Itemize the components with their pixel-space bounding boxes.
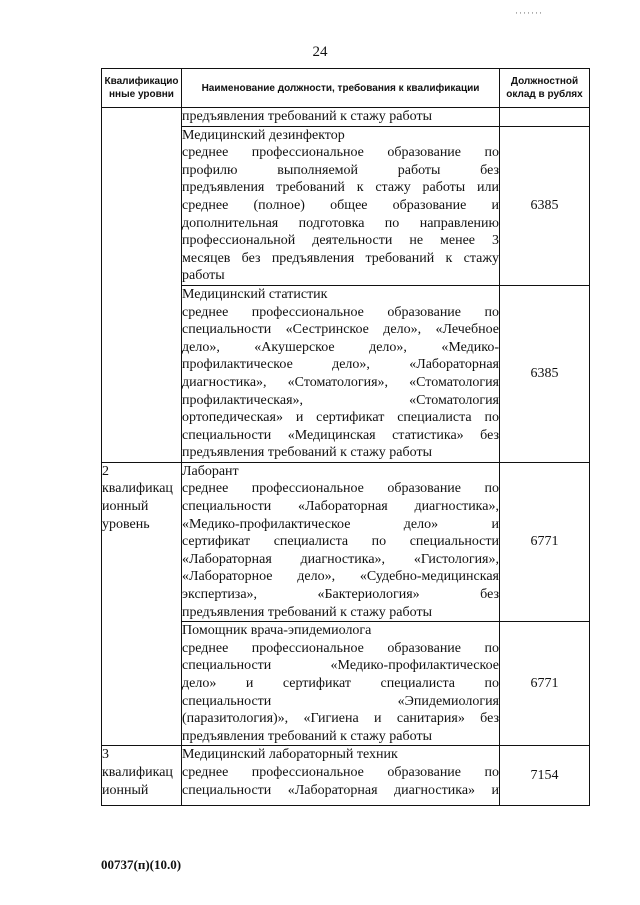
requirement-line: профилю выполняемой работы без (182, 162, 499, 178)
requirement-line: среднее профессиональное образование по (182, 640, 499, 656)
position-title: Лаборант (182, 463, 239, 479)
requirement-line: профессиональной деятельности не менее 3 (182, 233, 499, 249)
requirement-line: месяцев без предъявления требований к стажу (182, 250, 499, 266)
requirement-line: специальности «Эпидемиология (182, 693, 499, 709)
header-level-line: нные уровни (109, 89, 174, 100)
qualification-table (101, 68, 590, 806)
position-description-cell (182, 126, 500, 285)
header-salary-line: Должностной (510, 76, 579, 87)
table-row (102, 462, 590, 621)
requirement-line: дело» и сертификат специалиста по (182, 676, 499, 691)
requirement-line: среднее профессиональное образование по (182, 764, 499, 780)
requirement-line: диагностика», «Стоматология», «Стоматология (182, 374, 499, 390)
position-description-cell (182, 108, 500, 127)
position-description-cell (182, 622, 500, 746)
requirement-line: профилактическое дело», «Лабораторная (182, 357, 499, 373)
qualification-level-cell (102, 108, 182, 463)
salary-cell: 6771 (500, 622, 590, 746)
position-title: Медицинский лабораторный техник (182, 747, 398, 763)
requirement-line: «Лабораторная диагностика», «Гистология», (182, 551, 499, 567)
qualification-level-line: квалификац (102, 481, 173, 497)
requirement-line: (паразитология)», «Гигиена и санитария» без (182, 711, 499, 727)
qualification-level-line: 2 (102, 463, 109, 479)
requirement-line: среднее (полное) общее образование и (182, 197, 499, 213)
salary-cell: 7154 (500, 746, 590, 806)
table-header-row (102, 69, 590, 108)
scan-corner-marks: ······· (515, 8, 543, 18)
requirement-line: среднее профессиональное образование по (182, 304, 499, 320)
position-description-cell (182, 285, 500, 462)
position-title: Медицинский дезинфектор (182, 127, 345, 143)
requirement-line: специальности «Медико-профилактическое (182, 658, 499, 674)
qualification-level-cell (102, 462, 182, 746)
salary-cell (500, 108, 590, 127)
position-description-cell (182, 462, 500, 621)
position-title: Помощник врача-эпидемиолога (182, 623, 372, 639)
requirement-line: специальности «Лабораторная диагностика» и (182, 782, 499, 798)
requirement-line: специальности «Лабораторная диагностика», (182, 499, 499, 515)
requirement-line: дело», «Акушерское дело», «Медико- (182, 339, 499, 355)
qualification-level-line: уровень (102, 516, 150, 532)
page-number: 24 (312, 44, 328, 60)
requirement-line: профилактическая», «Стоматология (182, 392, 499, 408)
qualification-level-cell (102, 746, 182, 806)
salary-cell: 6385 (500, 285, 590, 462)
requirement-line: сертификат специалиста по специальности (182, 534, 499, 550)
requirement-line: ортопедическая» и сертификат специалиста по (182, 410, 499, 426)
salary-cell: 6385 (500, 126, 590, 285)
document-code: 00737(п)(10.0) (101, 857, 182, 872)
requirement-line: предъявления требований к стажу работы (182, 445, 432, 461)
position-title: Медицинский статистик (182, 286, 328, 302)
header-level (102, 69, 182, 108)
qualification-level-line: ионный (102, 782, 149, 798)
requirement-line: среднее профессиональное образование по (182, 481, 499, 497)
requirement-line: «Медико-профилактическое дело» и (182, 516, 499, 532)
requirement-line: предъявления требований к стажу работы или (182, 180, 499, 196)
requirement-line: дополнительная подготовка по направлению (182, 215, 499, 231)
requirement-line: «Лабораторное дело», «Судебно-медицинская (182, 569, 499, 585)
requirement-line: предъявления требований к стажу работы (182, 604, 432, 620)
header-level-line: Квалификацио (104, 76, 179, 87)
header-name: Наименование должности, требования к квалификации (182, 69, 500, 108)
requirement-line: предъявления требований к стажу работы (182, 109, 432, 124)
table-row (102, 746, 590, 806)
salary-cell: 6771 (500, 462, 590, 621)
header-salary (500, 69, 590, 108)
requirement-line: специальности «Медицинская статистика» без (182, 427, 499, 443)
position-description-cell (182, 746, 500, 806)
requirement-line: предъявления требований к стажу работы (182, 728, 432, 744)
requirement-line: специальности «Сестринское дело», «Лечебное (182, 322, 499, 338)
requirement-line: среднее профессиональное образование по (182, 145, 499, 161)
qualification-level-line: квалификац (102, 764, 173, 780)
requirement-line: работы (182, 268, 225, 284)
requirement-line: экспертиза», «Бактериология» без (182, 587, 499, 603)
qualification-level-line: ионный (102, 499, 149, 515)
qualification-level-line: 3 (102, 747, 109, 763)
header-salary-line: оклад в рублях (506, 89, 583, 100)
table-row (102, 108, 590, 127)
